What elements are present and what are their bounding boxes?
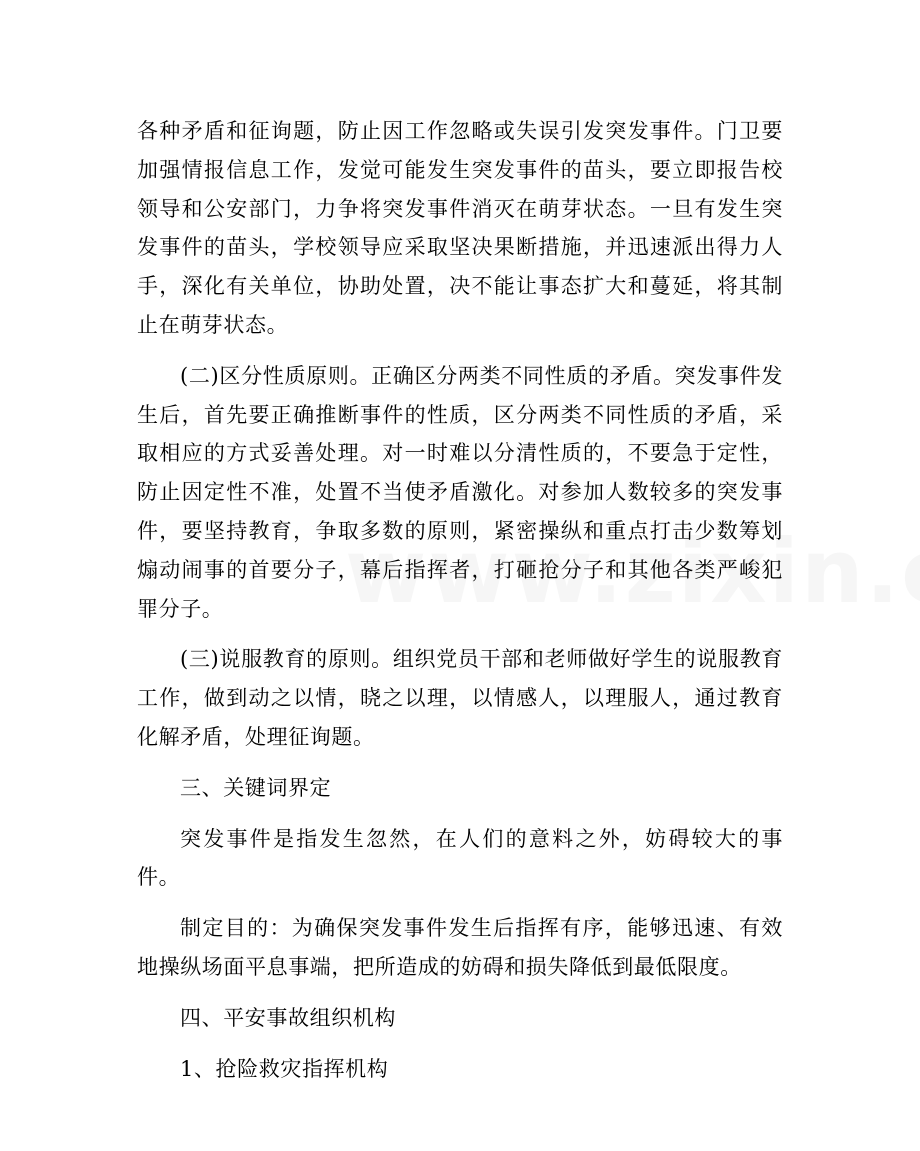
- paragraph-3: (三)说服教育的原则。组织党员干部和老师做好学生的说服教育工作，做到动之以情，晓之以理，以情感人，以理服人，通过教育化解矛盾，处理征询题。: [137, 647, 783, 749]
- section-heading-4: 四、平安事故组织机构: [180, 1005, 396, 1030]
- paragraph-2: (二)区分性质原则。正确区分两类不同性质的矛盾。突发事件发生后，首先要正确推断事件的性质，区分两类不同性质的矛盾，采取相应的方式妥善处理。对一时难以分清性质的，不要急于定性，防止因定性不准，处置不当使矛盾激化。对参加人数较多的突发事件，要坚持教育，争取多数的原则，紧密操纵和重点打击少数筹划煽动闹事的首要分子，幕后指挥者，打砸抢分子和其他各类严峻犯罪分子。: [137, 363, 783, 621]
- paragraph-purpose: 制定目的：为确保突发事件发生后指挥有序，能够迅速、有效地操纵场面平息事端，把所造成的妨碍和损失降低到最低限度。: [137, 916, 783, 979]
- paragraph-definition: 突发事件是指发生忽然，在人们的意料之外，妨碍较大的事件。: [137, 826, 783, 890]
- subsection-heading-1: 1、抢险救灾指挥机构: [180, 1056, 389, 1081]
- document-body: [137, 112, 783, 1088]
- paragraph-1: 各种矛盾和征询题，防止因工作忽略或失误引发突发事件。门卫要加强情报信息工作，发觉可能发生突发事件的苗头，要立即报告校领导和公安部门，力争将突发事件消灭在萌芽状态。一旦有发生突发事件的苗头，学校领导应采取坚决果断措施，并迅速派出得力人手，深化有关单位，协助处置，决不能让事态扩大和蔓延，将其制止在萌芽状态。: [137, 119, 783, 337]
- section-heading-3: 三、关键词界定: [180, 775, 332, 800]
